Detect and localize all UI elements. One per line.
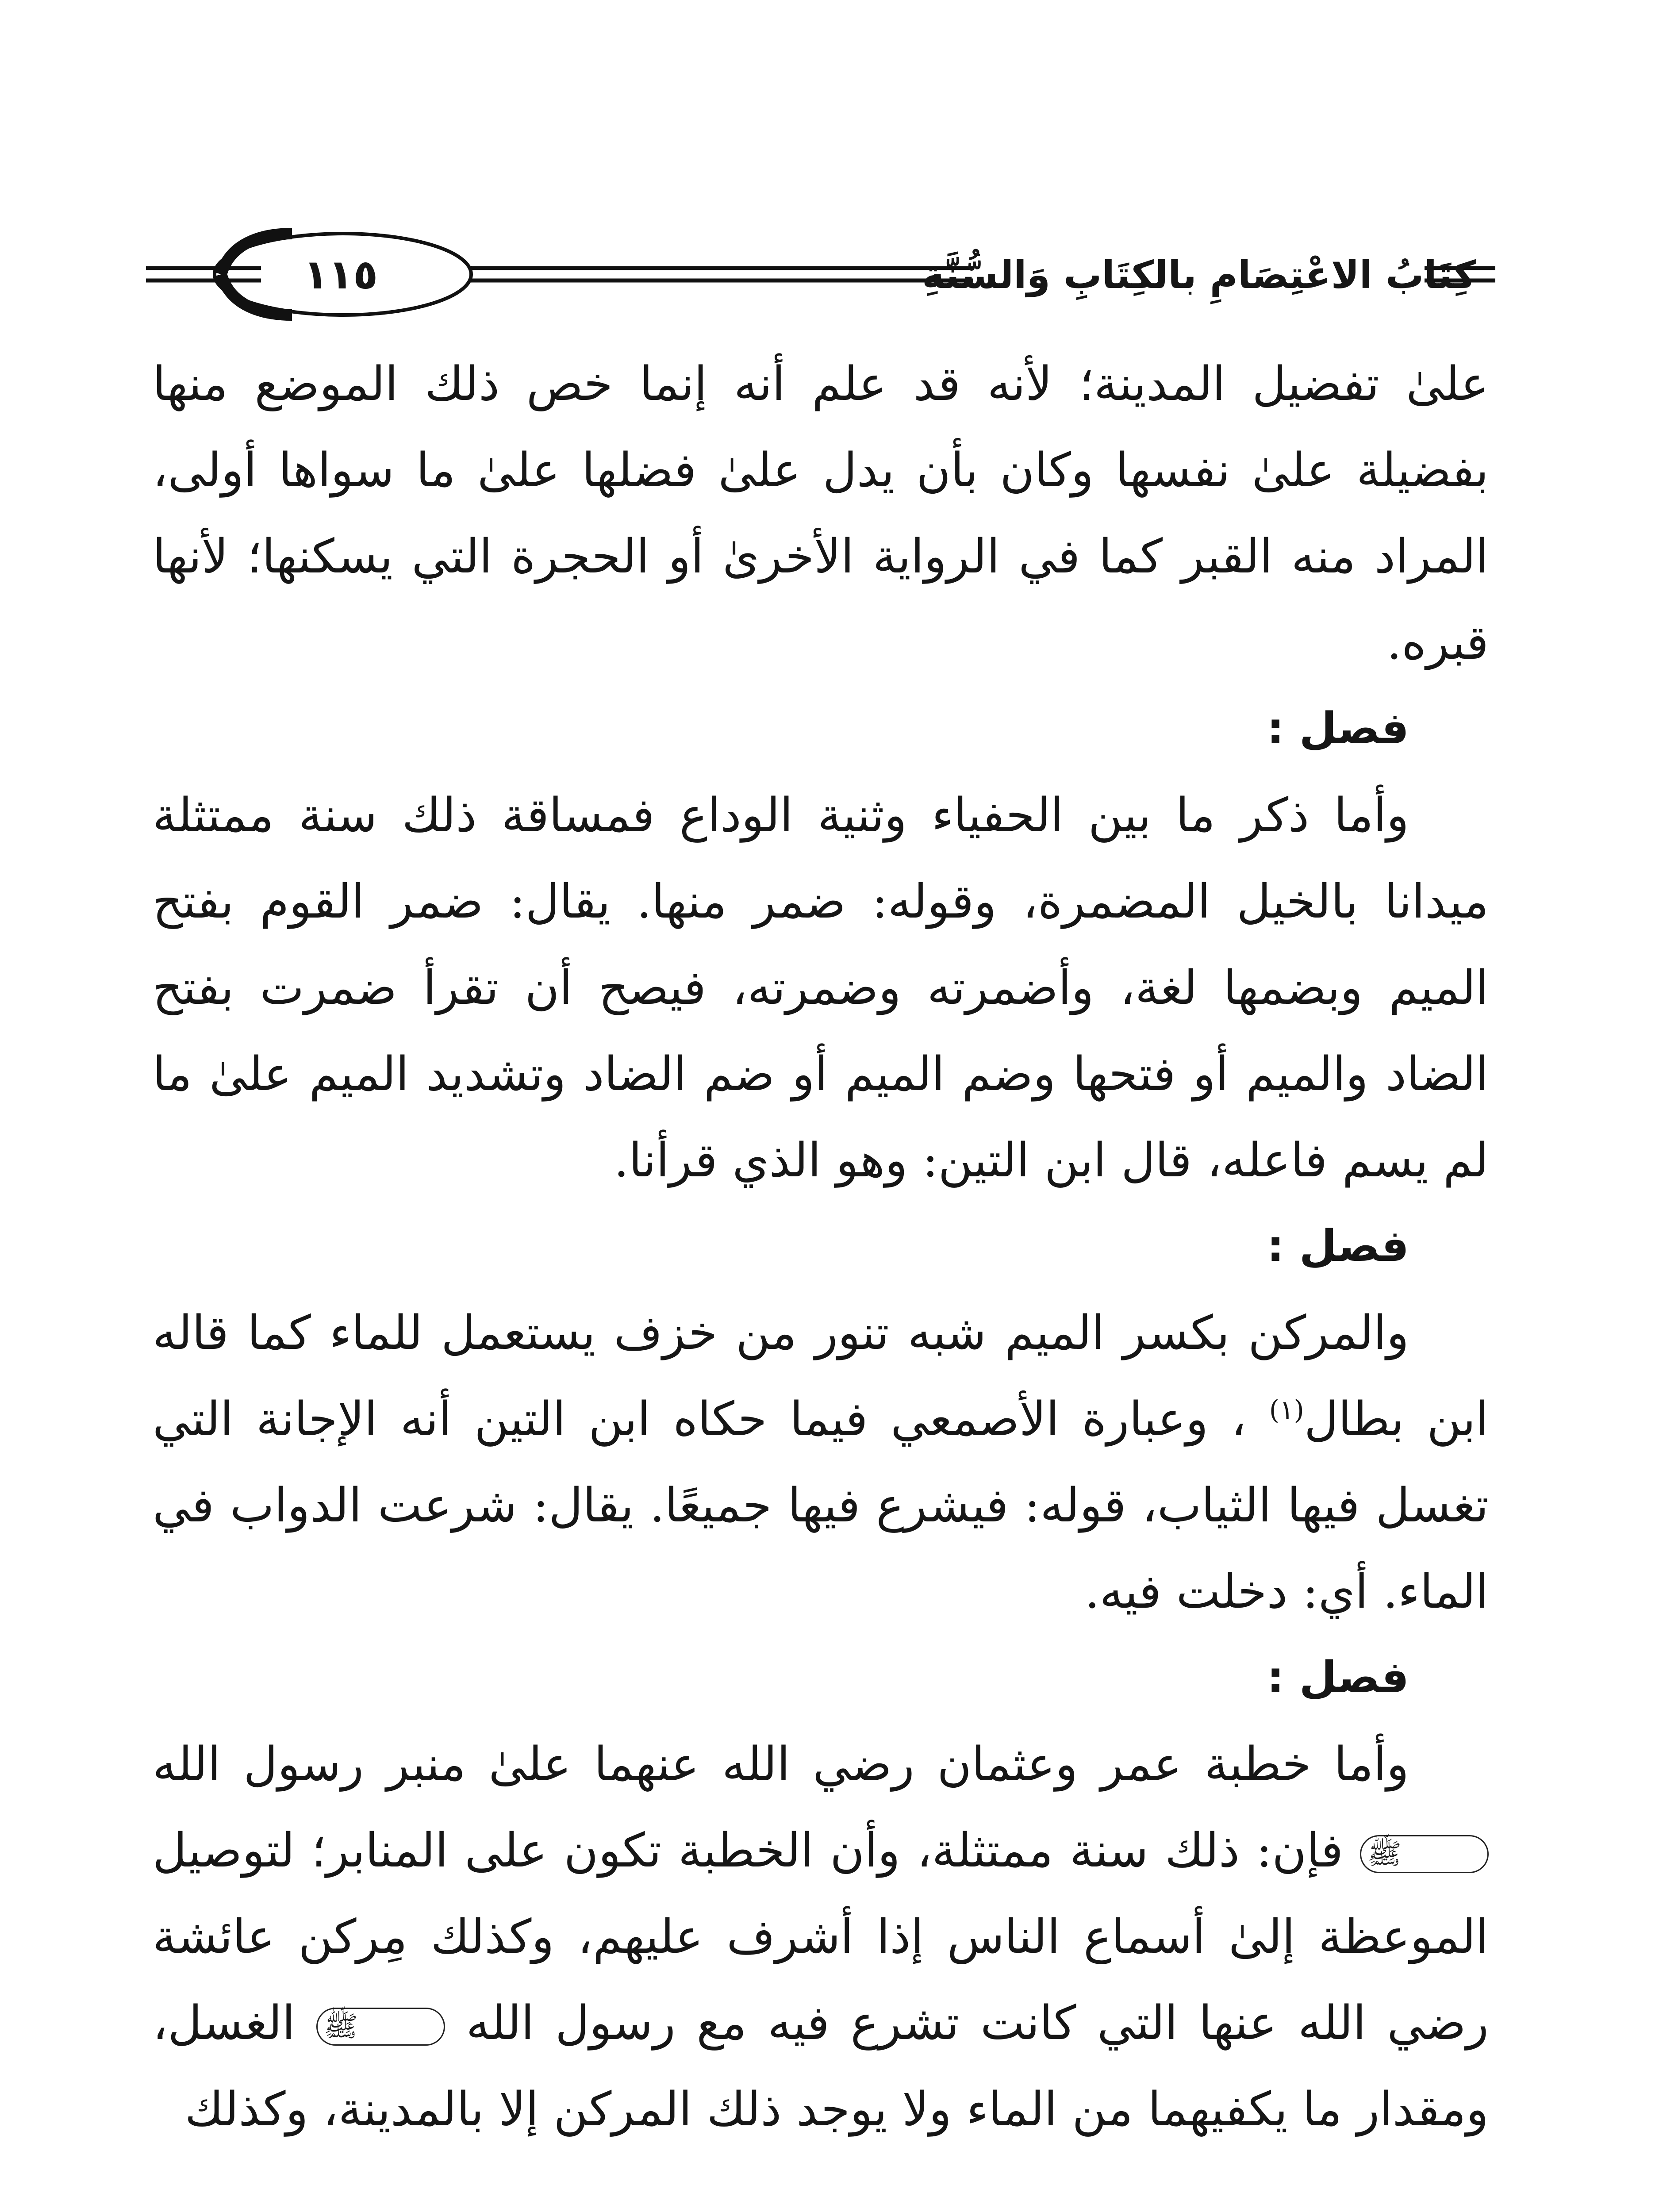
paragraph-4-text-a: وأما خطبة عمر وعثمان رضي الله عنهما علىٰ منبر رسول الله (153, 1737, 1409, 1791)
paragraph-4-text-b: فإن: ذلك سنة ممتثلة، وأن الخطبة تكون على المنابر؛ لتوصيل الموعظة إلىٰ أسماع الناس إذا أشرف عليهم، وكذلك مِركن عائشة رضي الله عنها التي كانت تشرع فيه مع رسول الله (153, 1823, 1489, 2050)
page-header (146, 226, 1495, 323)
section-heading-2: فصل : (1267, 1221, 1409, 1271)
paragraph-4 (153, 1721, 1489, 2152)
honorific-symbol: ﷺ (316, 2008, 445, 2046)
page-number: ١١٥ (303, 250, 378, 298)
section-heading-3: فصل : (1267, 1652, 1409, 1703)
paragraph-2: وأما ذكر ما بين الحفياء وثنية الوداع فمساقة ذلك سنة ممتثلة ميدانا بالخيل المضمرة، وقوله: ضمر منها. يقال: ضمر القوم بفتح الميم وبضمها لغة، وأضمرته وضمرته، فيصح أن تقرأ ضمرت بفتح الضاد والميم أو فتحها وضم الميم أو ضم الضاد وتشديد الميم علىٰ ما لم يسم فاعله، قال ابن التين: وهو الذي قرأنا. (153, 788, 1489, 1187)
body-text (153, 341, 1489, 2152)
paragraph-1: علىٰ تفضيل المدينة؛ لأنه قد علم أنه إنما خص ذلك الموضع منها بفضيلة علىٰ نفسها وكان بأن يدل علىٰ فضلها علىٰ ما سواها أولى، المراد منه القبر كما في الرواية الأخرىٰ أو الحجرة التي يسكنها؛ لأنها قبره. (153, 357, 1489, 670)
running-title: كِتَابُ الاعْتِصَامِ بالكِتَابِ وَالسُّنَّةِ (978, 244, 1420, 306)
paragraph-3-text-b: ، وعبارة الأصمعي فيما حكاه ابن التين أنه الإجانة التي تغسل فيها الثياب، قوله: فيشرع فيها جميعًا. يقال: شرعت الدواب في الماء. أي: دخلت فيه. (153, 1392, 1489, 1619)
section-heading-1: فصل : (1267, 703, 1409, 754)
paragraph-3 (153, 1290, 1489, 1635)
honorific-symbol: ﷺ (1360, 1835, 1489, 1873)
paragraph-4-text-c: الغسل، ومقدار ما يكفيهما من الماء ولا يوجد ذلك المركن إلا بالمدينة، وكذلك (153, 1996, 1489, 2136)
footnote-reference: (١) (1269, 1394, 1304, 1426)
paragraph-3-text-a: والمركن بكسر الميم شبه تنور من خزف يستعمل للماء كما قاله ابن بطال (153, 1306, 1489, 1446)
